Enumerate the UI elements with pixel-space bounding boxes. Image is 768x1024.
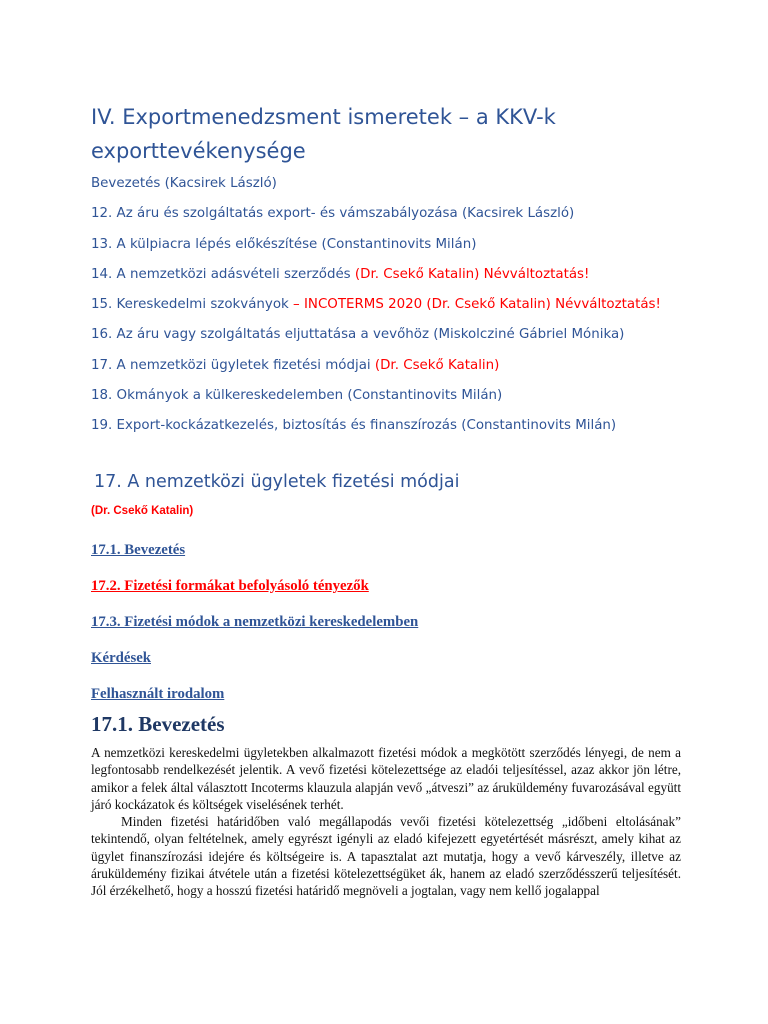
- toc-item[interactable]: 13. A külpiacra lépés előkészítése (Constantinovits Milán): [91, 236, 477, 252]
- link-irodalom[interactable]: Felhasznált irodalom: [91, 686, 225, 702]
- toc-item[interactable]: 18. Okmányok a külkereskedelemben (Constantinovits Milán): [91, 388, 503, 404]
- link-kerdesek[interactable]: Kérdések: [91, 650, 151, 666]
- section-link-item: [91, 649, 418, 685]
- paragraph: A nemzetközi kereskedelmi ügyletekben alkalmazott fizetési módok a megkötött szerződés lényegi, de nem a legfontosabb rendelkezését jelentik. A vevő fizetési kötelezettsége az eladói teljesítéssel, azaz akkor jön létre, amikor a felek által választott Incoterms klauzula alapján vevő „átveszi” az áruküldemény fuvarozásával együtt járó kockázatok és költségek viselésének terhét.: [91, 745, 681, 812]
- chapter-title: 17. A nemzetközi ügyletek fizetési módjai: [94, 472, 460, 492]
- section-links: [91, 541, 418, 721]
- chapter-author: (Dr. Csekő Katalin): [91, 505, 194, 517]
- section-link-item: [91, 541, 418, 577]
- link-bevezetes[interactable]: 17.1. Bevezetés: [91, 542, 186, 558]
- paragraph: Minden fizetési határidőben való megállapodás vevői fizetési kötelezettség „időbeni eltolásának” tekintendő, olyan feltételnek, amely egyrészt igényli az eladó kifejezett egyetértését másrészt, amely kihat az ügylet finanszírozási idejére és költségeire is. A tapasztalat azt mutatja, hogy a vevő kárveszély, illetve az áruküldemény fizikai átvétele után a fizetési kötelezettségüket ák, hanem az eladó szerződésszerű teljesítését. Jól érzékelhető, hogy a hosszú fizetési határidő megnöveli a jogtalan, vagy nem kellő jogalappal: [91, 814, 681, 899]
- table-of-contents: [91, 171, 731, 444]
- link-fizetesi-modok[interactable]: 17.3. Fizetési módok a nemzetközi kereskedelemben: [91, 614, 419, 630]
- toc-item[interactable]: 12. Az áru és szolgáltatás export- és vámszabályozása (Kacsirek László): [91, 206, 575, 222]
- toc-item[interactable]: Bevezetés (Kacsirek László): [91, 176, 277, 191]
- part-title: IV. Exportmenedzsment ismeretek – a KKV-k exporttevékenysége: [91, 105, 556, 163]
- section-heading: 17.1. Bevezetés: [91, 712, 225, 736]
- link-fizetesi-formak[interactable]: 17.2. Fizetési formákat befolyásoló tényezők: [91, 578, 369, 594]
- body-text: [91, 744, 681, 900]
- section-link-item: [91, 577, 418, 613]
- toc-item[interactable]: 14. A nemzetközi adásvételi szerződés (Dr. Csekő Katalin) Névváltoztatás!: [91, 266, 590, 282]
- toc-item[interactable]: 19. Export-kockázatkezelés, biztosítás és finanszírozás (Constantinovits Milán): [91, 418, 617, 434]
- toc-item[interactable]: 17. A nemzetközi ügyletek fizetési módjai (Dr. Csekő Katalin): [91, 357, 500, 373]
- section-link-item: [91, 613, 418, 649]
- toc-item[interactable]: 15. Kereskedelmi szokványok – INCOTERMS 2020 (Dr. Csekő Katalin) Névváltoztatás!: [91, 297, 661, 313]
- toc-item[interactable]: 16. Az áru vagy szolgáltatás eljuttatása a vevőhöz (Miskolcziné Gábriel Mónika): [91, 327, 625, 343]
